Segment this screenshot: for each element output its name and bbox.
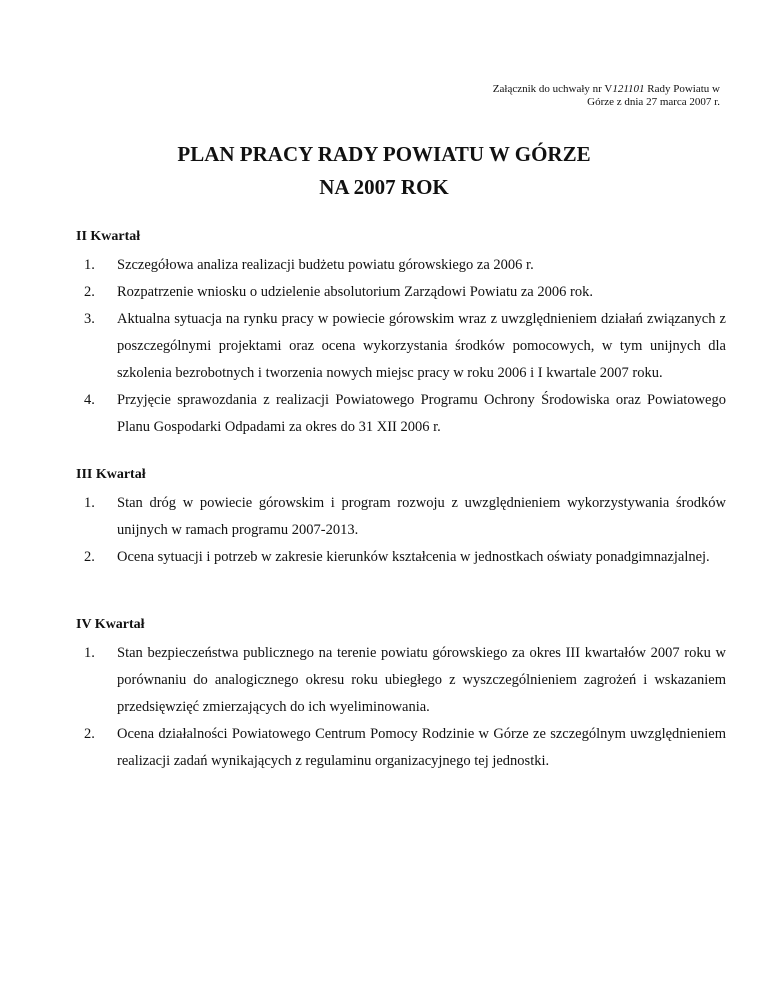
list-item [76, 640, 726, 721]
item-list [76, 640, 726, 775]
item-text: Aktualna sytuacja na rynku pracy w powiecie górowskim wraz z uwzględnieniem działań związanych z poszczególnymi projektami oraz ocena wykorzystania środków pomocowych, w tym unijnych dla szkolenia bezrobotnych i tworzenia nowych miejsc pracy w roku 2006 i I kwartale 2007 roku. [117, 311, 726, 381]
item-number: 2. [84, 726, 95, 742]
section-q3 [76, 465, 726, 571]
item-text: Ocena sytuacji i potrzeb w zakresie kierunków kształcenia w jednostkach oświaty ponadgimnazjalnej. [117, 549, 710, 565]
list-item [76, 306, 726, 387]
section-q4 [76, 615, 726, 775]
title-line-1: PLAN PRACY RADY POWIATU W GÓRZE [177, 142, 591, 166]
list-item [76, 279, 726, 306]
page-title [0, 138, 768, 204]
section-heading: II Kwartał [76, 229, 141, 244]
item-text: Ocena działalności Powiatowego Centrum Pomocy Rodzinie w Górze ze szczególnym uwzględnieniem realizacji zadań wynikających z regulaminu organizacyjnego tej jednostki. [117, 726, 726, 769]
attachment-line-1: Załącznik do uchwały nr V121101 Rady Powiatu w [492, 83, 720, 95]
list-item [76, 490, 726, 544]
item-number: 2. [84, 549, 95, 565]
item-text: Stan bezpieczeństwa publicznego na terenie powiatu górowskiego za okres III kwartałów 2007 roku w porównaniu do analogicznego okresu roku ubiegłego z wyszczególnieniem zagrożeń i wskazaniem przedsięwzięć zmierzających do ich wyeliminowania. [117, 645, 726, 715]
list-item [76, 387, 726, 441]
title-line-2: NA 2007 ROK [319, 175, 449, 199]
attachment-note [400, 83, 720, 109]
item-number: 4. [84, 392, 95, 408]
item-number: 2. [84, 284, 95, 300]
section-q2 [76, 227, 726, 441]
list-item [76, 544, 726, 571]
item-list [76, 252, 726, 441]
section-heading: IV Kwartał [76, 617, 145, 632]
list-item [76, 252, 726, 279]
item-number: 1. [84, 495, 95, 511]
item-text: Szczegółowa analiza realizacji budżetu powiatu górowskiego za 2006 r. [117, 257, 534, 273]
section-heading: III Kwartał [76, 467, 146, 482]
attachment-line-2: Górze z dnia 27 marca 2007 r. [587, 96, 720, 108]
resolution-number: 121101 [612, 83, 645, 95]
item-text: Przyjęcie sprawozdania z realizacji Powiatowego Programu Ochrony Środowiska oraz Powiatowego Planu Gospodarki Odpadami za okres do 31 XII 2006 r. [117, 392, 726, 435]
item-number: 1. [84, 257, 95, 273]
item-text: Stan dróg w powiecie górowskim i program rozwoju z uwzględnieniem wykorzystywania środków unijnych w ramach programu 2007-2013. [117, 495, 726, 538]
item-number: 1. [84, 645, 95, 661]
item-list [76, 490, 726, 571]
list-item [76, 721, 726, 775]
item-number: 3. [84, 311, 95, 327]
item-text: Rozpatrzenie wniosku o udzielenie absolutorium Zarządowi Powiatu za 2006 rok. [117, 284, 593, 300]
